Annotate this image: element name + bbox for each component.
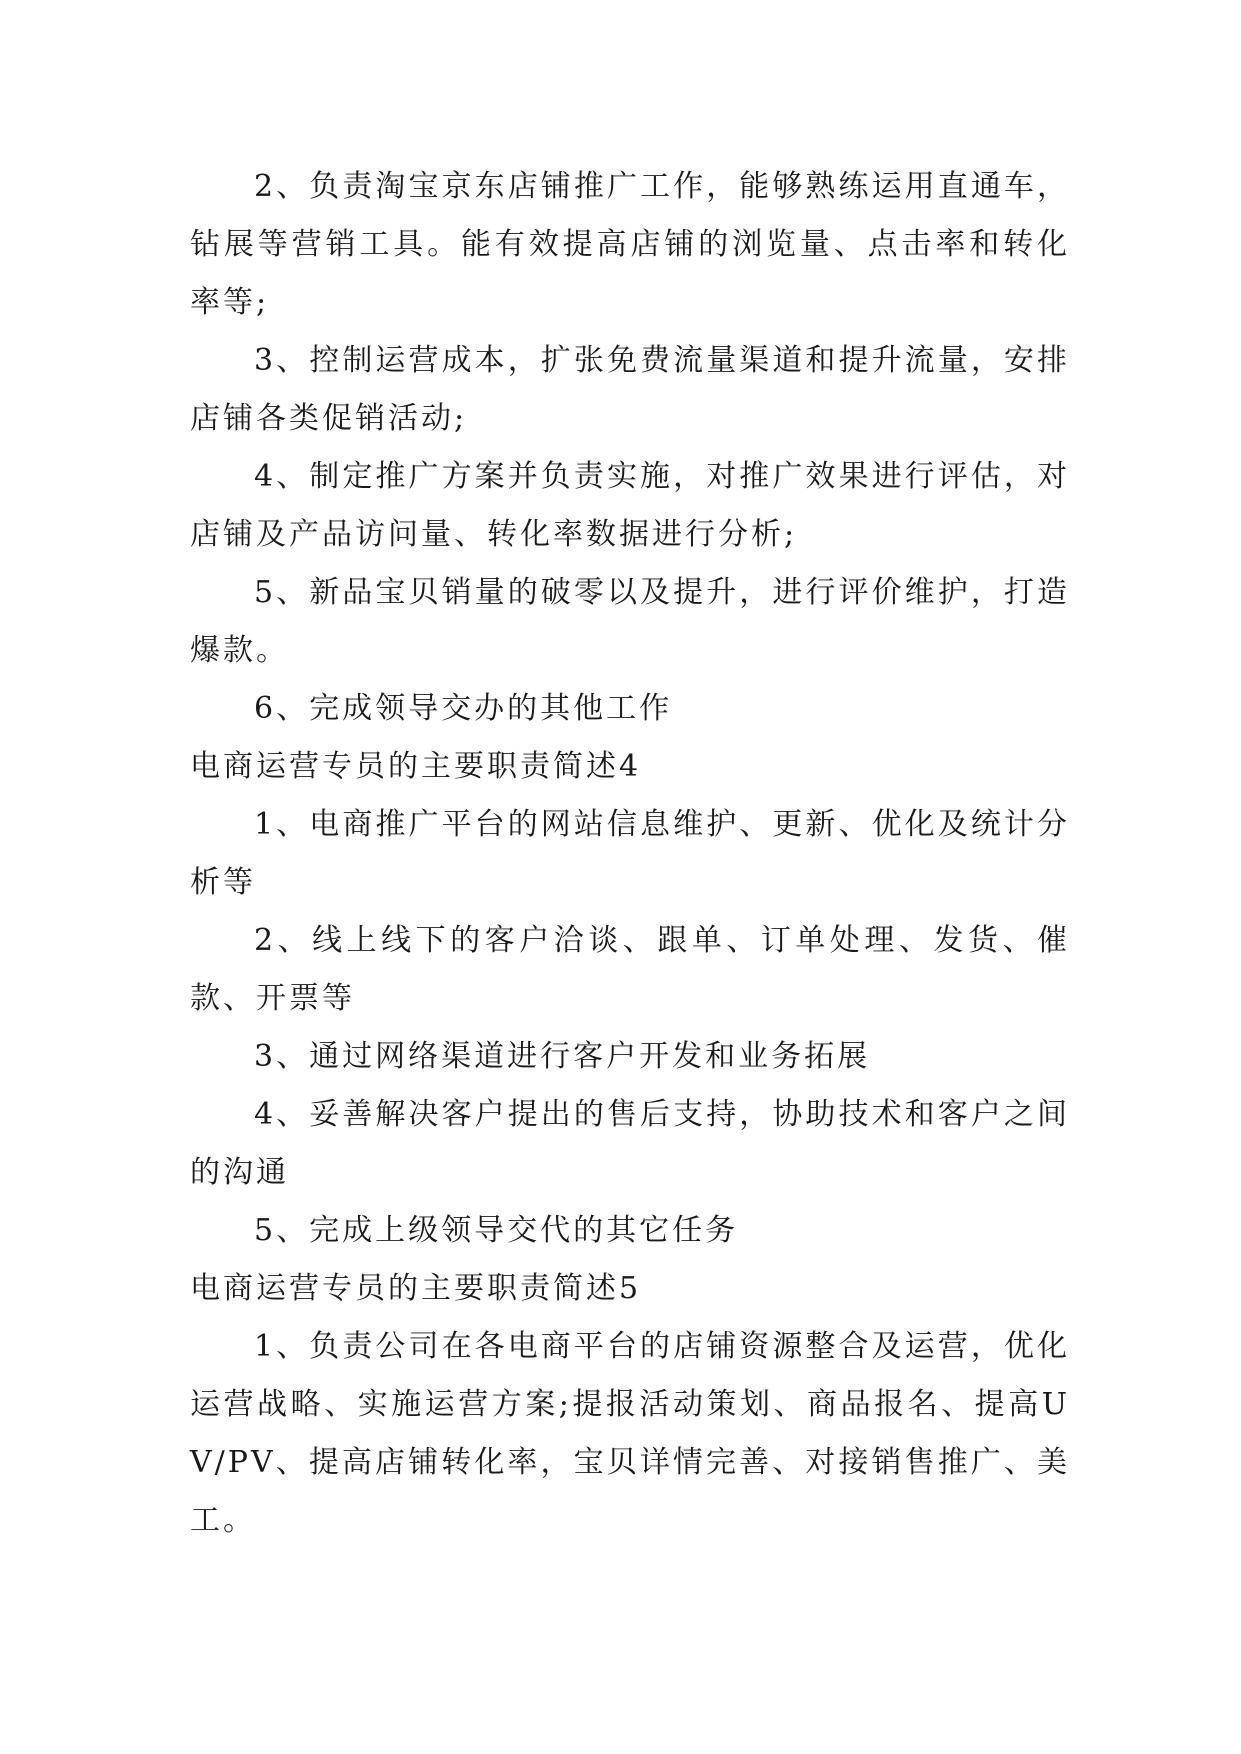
section4-item-2: 2、线上线下的客户洽谈、跟单、订单处理、发货、催款、开票等 bbox=[190, 923, 1070, 1016]
paragraph-item-6-other-work: 6、完成领导交办的其他工作 bbox=[254, 691, 673, 726]
paragraph-item-5-new-products: 5、新品宝贝销量的破零以及提升，进行评价维护，打造爆款。 bbox=[190, 575, 1070, 668]
paragraph-item-4-promotion-plan: 4、制定推广方案并负责实施，对推广效果进行评估，对店铺及产品访问量、转化率数据进行分析; bbox=[190, 459, 1070, 552]
paragraph-item-3-cost-control: 3、控制运营成本，扩张免费流量渠道和提升流量，安排店铺各类促销活动; bbox=[190, 343, 1070, 436]
section-heading-5: 电商运营专员的主要职责简述5 bbox=[190, 1271, 642, 1306]
section4-item-5: 5、完成上级领导交代的其它任务 bbox=[254, 1213, 739, 1248]
section4-item-3: 3、通过网络渠道进行客户开发和业务拓展 bbox=[254, 1039, 871, 1074]
section-heading-4: 电商运营专员的主要职责简述4 bbox=[190, 749, 642, 784]
section4-item-1: 1、电商推广平台的网站信息维护、更新、优化及统计分析等 bbox=[190, 807, 1070, 900]
section4-item-4: 4、妥善解决客户提出的售后支持，协助技术和客户之间的沟通 bbox=[190, 1097, 1070, 1190]
document-body bbox=[190, 158, 1070, 1550]
section5-item-1: 1、负责公司在各电商平台的店铺资源整合及运营，优化运营战略、实施运营方案;提报活动策划、商品报名、提高UV/PV、提高店铺转化率，宝贝详情完善、对接销售推广、美工。 bbox=[190, 1329, 1070, 1538]
paragraph-item-2-promotion: 2、负责淘宝京东店铺推广工作，能够熟练运用直通车，钻展等营销工具。能有效提高店铺的浏览量、点击率和转化率等; bbox=[190, 169, 1070, 320]
